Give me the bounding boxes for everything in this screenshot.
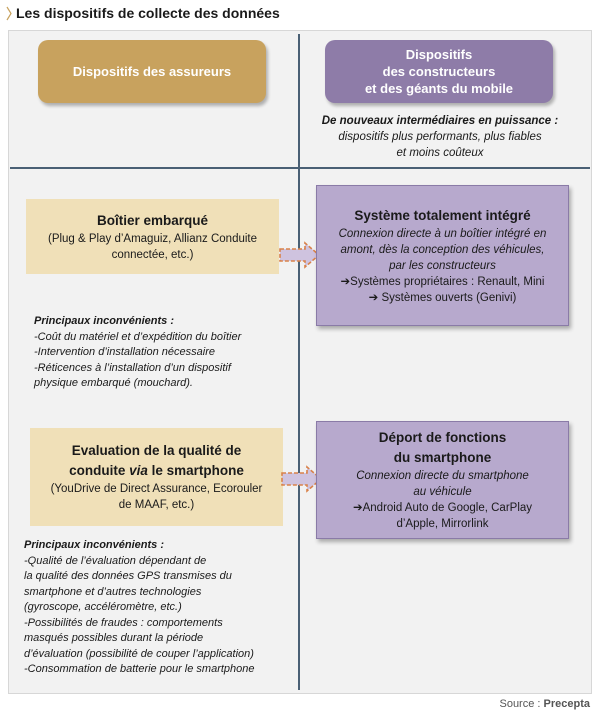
cons2-title: Principaux inconvénients : (24, 539, 164, 551)
smartphone-title-line2 (69, 461, 244, 481)
smartphone-line1: (YouDrive de Direct Assurance, Ecorouler (50, 483, 263, 495)
smartphone-title-post: le smartphone (147, 463, 244, 478)
deport-line4: d’Apple, Mirrorlink (396, 518, 489, 530)
cons1-item: -Coût du matériel et d’expédition du boîtier (34, 330, 242, 343)
arrow-bullet-icon: ➔ (368, 291, 379, 304)
boitier-title: Boîtier embarqué (96, 212, 209, 228)
smartphone-title-line1: Evaluation de la qualité de (71, 443, 242, 458)
deport-line1: Connexion directe du smartphone (356, 470, 529, 482)
cons2-item: -Consommation de batterie pour le smartphone (24, 663, 255, 675)
deport-title-line1: Déport de fonctions (378, 430, 507, 445)
cons2-item: -Qualité de l’évaluation dépendant de la qualité des données GPS transmises du smartphone et d’autres technologies (gyroscope, accéléromètre, etc.) (24, 554, 232, 613)
integre-item-ouverts (369, 290, 517, 306)
integre-line2: amont, dès la conception des véhicules, (340, 243, 545, 256)
systeme-integre-box (316, 185, 569, 326)
horizontal-divider (10, 167, 590, 169)
arrow-bullet-icon: ➔ (340, 275, 351, 288)
deport-line3: Android Auto de Google, CarPlay (362, 502, 533, 514)
cons1-item: -Intervention d’installation nécessaire (34, 346, 215, 358)
page-title: Les dispositifs de collecte des données (16, 5, 280, 21)
integre-title: Système totalement intégré (354, 207, 531, 223)
deport-title-line2: du smartphone (393, 450, 492, 465)
smartphone-title-pre: conduite (69, 463, 130, 478)
header-constructeurs-line2: des constructeurs (382, 64, 496, 79)
header-assureurs-label: Dispositifs des assureurs (72, 64, 232, 79)
source-label: Source : (499, 698, 541, 710)
evaluation-smartphone-box (30, 428, 283, 526)
inconvenients-boitier (34, 314, 296, 392)
deport-fonctions-box (316, 421, 569, 539)
integre-line5: Systèmes ouverts (Genivi) (381, 291, 517, 304)
cons1-item: -Réticences à l’installation d’un dispositif physique embarqué (mouchard). (34, 361, 231, 389)
inconvenients-smartphone (24, 538, 296, 678)
integre-line3: par les constructeurs (389, 259, 496, 272)
boitier-embarque-box (26, 199, 279, 274)
header-constructeurs-line3: et des géants du mobile (364, 81, 514, 96)
source-credit (499, 698, 590, 710)
intermediaries-note (305, 113, 575, 161)
integre-item-proprietaires (341, 274, 545, 290)
note-line2: dispositifs plus performants, plus fiables (338, 131, 542, 143)
integre-line1: Connexion directe à un boîtier intégré en (338, 227, 547, 240)
header-constructeurs (325, 40, 553, 103)
smartphone-title-via: via (129, 463, 148, 478)
title-bar (0, 0, 600, 28)
vertical-divider (298, 34, 300, 690)
note-line3: et moins coûteux (396, 147, 484, 159)
arrow-boitier-to-integre (279, 241, 321, 269)
source-name: Precepta (543, 698, 590, 710)
cons1-title: Principaux inconvénients : (34, 315, 174, 327)
integre-line4: Systèmes propriétaires : Renault, Mini (350, 275, 545, 288)
boitier-line1: (Plug & Play d’Amaguiz, Allianz Conduite (47, 232, 258, 245)
smartphone-line2: de MAAF, etc.) (118, 499, 195, 511)
deport-item-android (353, 500, 532, 516)
title-bracket-icon (6, 6, 12, 21)
boitier-line2: connectée, etc.) (111, 248, 194, 261)
header-assureurs (38, 40, 266, 103)
cons2-item: -Possibilités de fraudes : comportements masqués possibles durant la période d’évaluation (possibilité de couper l’application) (24, 616, 254, 660)
arrow-bullet-icon: ➔ (352, 502, 363, 514)
note-line1: De nouveaux intermédiaires en puissance : (321, 115, 559, 127)
deport-line2: au véhicule (413, 486, 472, 498)
header-constructeurs-line1: Dispositifs (405, 47, 473, 62)
